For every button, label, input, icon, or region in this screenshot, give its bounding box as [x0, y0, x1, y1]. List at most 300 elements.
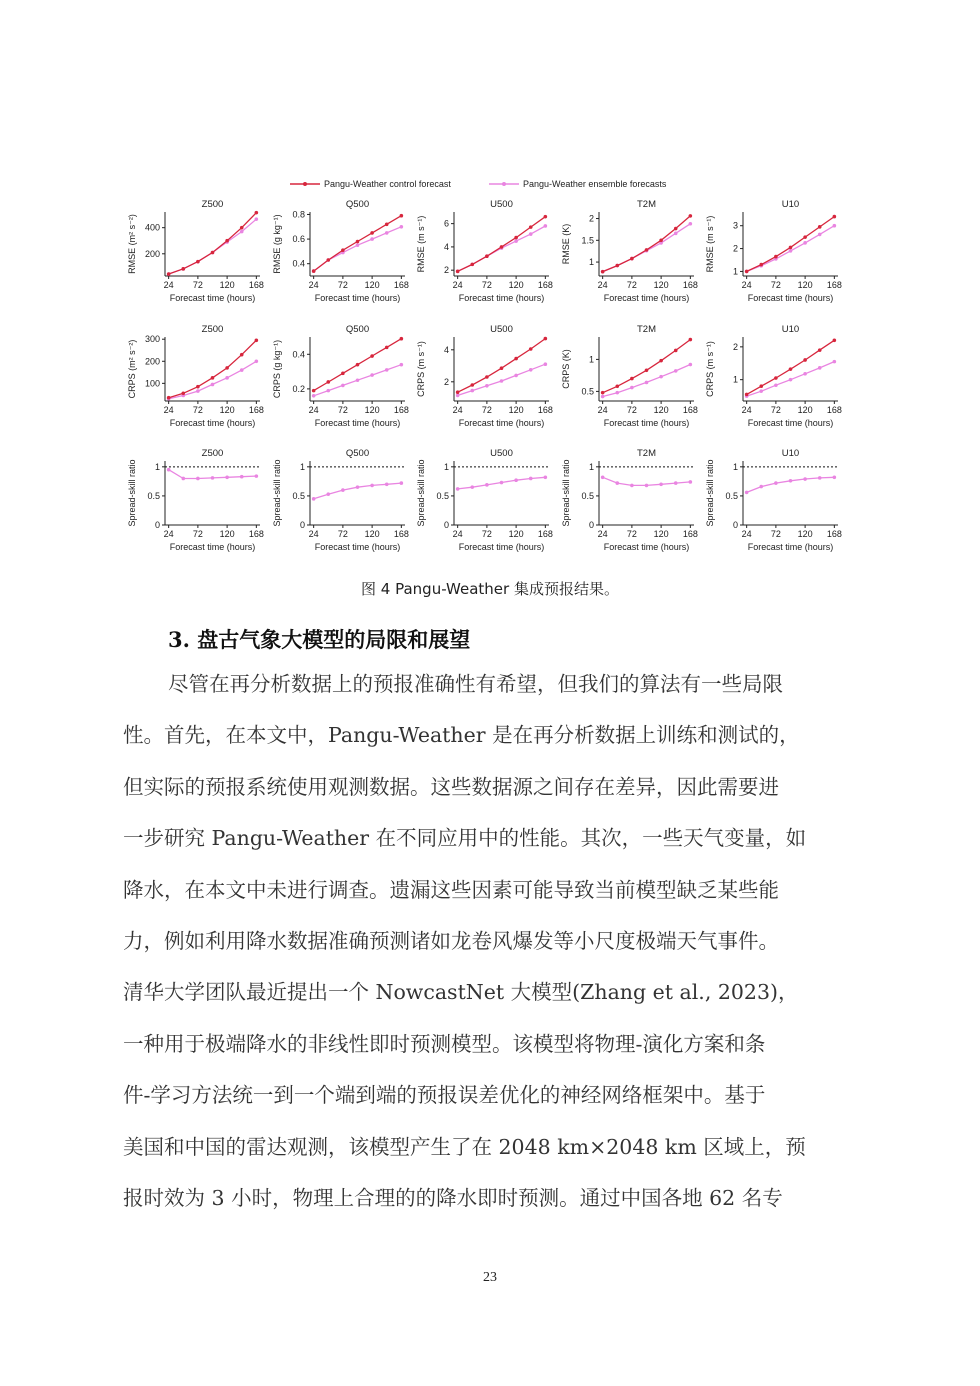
control-point [659, 359, 663, 363]
y-tick-label: 2 [588, 213, 594, 224]
control-point [312, 389, 316, 393]
y-tick-label: 100 [144, 378, 160, 389]
x-tick-label: 24 [163, 280, 174, 290]
y-axis-label: Spread-skill ratio [561, 459, 571, 527]
y-tick-label: 0.5 [292, 490, 305, 501]
x-tick-label: 24 [741, 405, 752, 415]
x-tick-label: 72 [337, 280, 348, 290]
control-point [485, 254, 489, 258]
page-number: 23 [483, 1270, 497, 1285]
control-series-line [747, 217, 835, 272]
control-point [659, 238, 663, 242]
ensemble-point [196, 477, 200, 481]
y-tick-label: 3 [732, 220, 738, 231]
ensemble-point [240, 475, 244, 479]
ensemble-point [341, 488, 345, 492]
control-point [615, 264, 619, 268]
ensemble-point [615, 391, 619, 395]
y-tick-label: 1 [732, 374, 738, 385]
x-tick-label: 120 [508, 405, 524, 415]
control-point [456, 390, 460, 394]
paragraph-line: 但实际的预报系统使用观测数据。这些数据源之间存在差异，因此需要进 [123, 774, 779, 799]
y-axis-label: RMSE (m s⁻¹) [416, 215, 426, 273]
x-tick-label: 168 [682, 405, 698, 415]
chart-crps-q500 [272, 324, 409, 428]
x-tick-label: 24 [308, 405, 319, 415]
x-tick-label: 72 [192, 529, 203, 539]
paragraph-line: 件-学习方法统一到一个端到端的预报误差优化的神经网络框架中。基于 [123, 1083, 766, 1108]
x-axis-label: Forecast time (hours) [747, 542, 834, 552]
x-tick-label: 120 [797, 280, 813, 290]
ensemble-point [341, 384, 345, 388]
x-tick-label: 120 [653, 529, 669, 539]
ensemble-point [312, 497, 316, 501]
x-tick-label: 120 [797, 405, 813, 415]
control-point [356, 363, 360, 367]
y-tick-label: 400 [144, 222, 160, 233]
ensemble-point [456, 394, 460, 398]
y-axis-label: Spread-skill ratio [272, 459, 282, 527]
x-axis-label: Forecast time (hours) [314, 293, 401, 303]
ensemble-point [385, 368, 389, 372]
x-tick-label: 120 [508, 529, 524, 539]
ensemble-point [370, 373, 374, 377]
control-point [759, 263, 763, 267]
x-tick-label: 24 [452, 529, 463, 539]
x-axis-label: Forecast time (hours) [169, 418, 256, 428]
chart-title: U500 [490, 324, 513, 335]
paragraph-line: 清华大学团队最近提出一个 NowcastNet 大模型(Zhang et al., 2023)， [123, 980, 799, 1005]
ensemble-point [529, 232, 533, 236]
legend-ensemble-label: Pangu-Weather ensemble forecasts [523, 179, 667, 189]
ensemble-point [833, 360, 837, 364]
ensemble-point [400, 363, 404, 367]
y-axis-label: RMSE (K) [561, 223, 571, 265]
control-point [255, 211, 259, 215]
control-point [514, 236, 518, 240]
x-tick-label: 168 [682, 280, 698, 290]
control-point [255, 339, 259, 343]
ensemble-point [240, 230, 244, 234]
x-axis-label: Forecast time (hours) [169, 293, 256, 303]
control-point [818, 348, 822, 352]
control-point [181, 391, 185, 395]
x-axis-label: Forecast time (hours) [169, 542, 256, 552]
ensemble-point [529, 368, 533, 372]
x-tick-label: 168 [826, 405, 842, 415]
x-tick-label: 120 [219, 529, 235, 539]
control-point [370, 231, 374, 235]
body-paragraph [123, 664, 863, 1229]
control-point [240, 226, 244, 230]
control-point [529, 225, 533, 229]
legend-control-marker [303, 182, 307, 186]
x-tick-label: 72 [481, 405, 492, 415]
chart-crps-u500 [416, 324, 553, 428]
y-tick-label: 1 [732, 266, 738, 277]
ensemble-point [659, 375, 663, 379]
ensemble-point [312, 394, 316, 398]
ensemble-point [818, 366, 822, 370]
ensemble-point [211, 383, 215, 387]
ensemble-point [544, 362, 548, 366]
x-tick-label: 120 [797, 529, 813, 539]
y-tick-label: 0 [732, 520, 738, 530]
x-axis-label: Forecast time (hours) [747, 293, 834, 303]
ensemble-point [689, 222, 693, 226]
ensemble-point [456, 487, 460, 491]
y-tick-label: 0.5 [581, 386, 594, 397]
control-point [774, 255, 778, 259]
control-point [689, 214, 693, 218]
control-point [544, 337, 548, 341]
y-tick-label: 0.8 [292, 209, 305, 220]
ensemble-point [356, 378, 360, 382]
ensemble-point [167, 468, 171, 472]
y-axis-label: RMSE (g kg⁻¹) [272, 214, 282, 274]
control-point [759, 384, 763, 388]
ensemble-point [818, 476, 822, 480]
ensemble-point [356, 485, 360, 489]
paragraph-line: 力，例如利用降水数据准确预测诸如龙卷风爆发等小尺度极端天气事件。 [123, 928, 779, 953]
x-axis-label: Forecast time (hours) [603, 418, 690, 428]
figure-legend [290, 179, 667, 189]
y-tick-label: 1 [588, 257, 594, 268]
chart-title: Z500 [201, 199, 224, 210]
y-axis-label: Spread-skill ratio [705, 459, 715, 527]
ensemble-point [225, 376, 229, 380]
control-point [400, 214, 404, 218]
x-axis-label: Forecast time (hours) [458, 542, 545, 552]
y-tick-label: 6 [443, 218, 449, 229]
x-tick-label: 72 [192, 280, 203, 290]
control-point [326, 258, 330, 262]
paragraph-line: 尽管在再分析数据上的预报准确性有希望，但我们的算法有一些局限 [168, 672, 783, 696]
control-point [745, 393, 749, 397]
x-tick-label: 24 [452, 280, 463, 290]
y-tick-label: 1.5 [581, 235, 594, 246]
paragraph-line: 一步研究 Pangu-Weather 在不同应用中的性能。其次，一些天气变量，如 [123, 826, 807, 851]
x-tick-label: 72 [337, 405, 348, 415]
control-series-line [169, 213, 257, 274]
ensemble-forecast-figure [0, 0, 980, 575]
ensemble-point [400, 225, 404, 229]
ensemble-series-line [603, 224, 691, 272]
x-tick-label: 120 [364, 529, 380, 539]
control-point [485, 375, 489, 379]
ensemble-point [255, 359, 259, 363]
x-tick-label: 24 [597, 529, 608, 539]
chart-title: T2M [637, 448, 656, 459]
ensemble-point [529, 477, 533, 481]
ensemble-point [803, 372, 807, 376]
ensemble-point [674, 232, 678, 236]
x-tick-label: 72 [626, 529, 637, 539]
y-tick-label: 0.2 [292, 383, 305, 394]
ensemble-point [833, 224, 837, 228]
chart-title: Q500 [345, 448, 370, 459]
chart-title: U10 [781, 199, 800, 210]
chart-title: Z500 [201, 324, 224, 335]
x-tick-label: 24 [597, 280, 608, 290]
x-tick-label: 120 [653, 405, 669, 415]
y-axis-label: Spread-skill ratio [127, 459, 137, 527]
y-tick-label: 300 [144, 334, 160, 345]
x-tick-label: 168 [537, 405, 553, 415]
control-point [689, 338, 693, 342]
ensemble-point [255, 217, 259, 221]
ensemble-point [544, 224, 548, 228]
paragraph-line: 报时效为 3 小时，物理上合理的的降水即时预测。通过中国各地 62 名专 [123, 1185, 783, 1210]
y-tick-label: 4 [443, 344, 449, 355]
x-axis-label: Forecast time (hours) [458, 293, 545, 303]
ensemble-point [225, 475, 229, 479]
y-tick-label: 2 [443, 265, 449, 276]
control-point [167, 272, 171, 276]
legend-control-label: Pangu-Weather control forecast [324, 179, 451, 189]
paragraph-line: 降水，在本文中未进行调查。遗漏这些因素可能导致当前模型缺乏某些能 [123, 877, 779, 902]
y-tick-label: 1 [299, 461, 305, 472]
ensemble-point [514, 478, 518, 482]
ensemble-point [400, 481, 404, 485]
ensemble-point [470, 389, 474, 393]
control-point [601, 391, 605, 395]
control-point [630, 377, 634, 381]
chart-title: T2M [637, 324, 656, 335]
y-tick-label: 0.5 [725, 490, 738, 501]
y-tick-label: 0 [154, 520, 160, 530]
control-point [470, 263, 474, 267]
control-point [674, 227, 678, 231]
control-point [211, 251, 215, 255]
control-point [385, 223, 389, 227]
x-tick-label: 24 [163, 405, 174, 415]
legend-ensemble-marker [502, 182, 506, 186]
ensemble-point [689, 480, 693, 484]
x-tick-label: 120 [364, 405, 380, 415]
y-tick-label: 200 [144, 248, 160, 259]
ensemble-point [370, 484, 374, 488]
ensemble-point [645, 381, 649, 385]
chart-ssr-t2m [561, 448, 698, 552]
control-point [312, 269, 316, 273]
y-tick-label: 2 [732, 243, 738, 254]
control-point [211, 376, 215, 380]
ensemble-point [789, 249, 793, 253]
x-axis-label: Forecast time (hours) [747, 418, 834, 428]
x-tick-label: 24 [163, 529, 174, 539]
control-point [803, 235, 807, 239]
x-tick-label: 168 [393, 280, 409, 290]
control-point [470, 383, 474, 387]
ensemble-point [485, 483, 489, 487]
x-tick-label: 72 [770, 280, 781, 290]
control-point [745, 270, 749, 274]
ensemble-point [803, 477, 807, 481]
y-tick-label: 0 [443, 520, 449, 530]
ensemble-point [485, 384, 489, 388]
control-point [833, 338, 837, 342]
y-tick-label: 4 [443, 241, 449, 252]
control-point [341, 372, 345, 376]
ensemble-point [818, 233, 822, 237]
control-point [181, 267, 185, 271]
chart-rmse-u10 [705, 199, 842, 303]
chart-crps-t2m [561, 324, 698, 428]
x-tick-label: 168 [826, 529, 842, 539]
x-tick-label: 168 [393, 405, 409, 415]
x-tick-label: 168 [393, 529, 409, 539]
ensemble-point [774, 383, 778, 387]
y-tick-label: 0.5 [147, 490, 160, 501]
ensemble-point [645, 484, 649, 488]
y-tick-label: 0.4 [292, 258, 305, 269]
x-tick-label: 72 [770, 529, 781, 539]
ensemble-point [759, 485, 763, 489]
paragraph-line: 性。首先，在本文中，Pangu-Weather 是在再分析数据上训练和测试的， [123, 723, 800, 748]
y-axis-label: CRPS (m s⁻¹) [416, 341, 426, 397]
control-point [645, 368, 649, 372]
control-point [615, 384, 619, 388]
chart-title: Q500 [345, 324, 370, 335]
x-tick-label: 120 [653, 280, 669, 290]
ensemble-point [211, 476, 215, 480]
control-point [370, 354, 374, 358]
control-point [803, 358, 807, 362]
ensemble-point [630, 484, 634, 488]
x-tick-label: 168 [248, 529, 264, 539]
y-tick-label: 1 [732, 461, 738, 472]
x-axis-label: Forecast time (hours) [314, 542, 401, 552]
ensemble-point [803, 241, 807, 245]
x-tick-label: 24 [308, 529, 319, 539]
ensemble-point [500, 379, 504, 383]
x-tick-label: 24 [452, 405, 463, 415]
x-tick-label: 168 [537, 529, 553, 539]
chart-ssr-u10 [705, 448, 842, 552]
ensemble-point [630, 386, 634, 390]
control-point [833, 215, 837, 219]
control-point [789, 246, 793, 250]
y-tick-label: 0.4 [292, 349, 305, 360]
control-point [326, 380, 330, 384]
y-axis-label: CRPS (m s⁻¹) [705, 341, 715, 397]
ensemble-point [745, 491, 749, 495]
ensemble-point [689, 363, 693, 367]
chart-rmse-t2m [561, 199, 698, 303]
x-tick-label: 168 [682, 529, 698, 539]
ensemble-point [255, 474, 259, 478]
chart-title: U500 [490, 199, 513, 210]
ensemble-point [181, 477, 185, 481]
ensemble-point [789, 479, 793, 483]
ensemble-point [674, 481, 678, 485]
paragraph-line: 一种用于极端降水的非线性即时预测模型。该模型将物理-演化方案和条 [123, 1031, 766, 1056]
control-series-line [603, 216, 691, 272]
ensemble-point [601, 475, 605, 479]
control-series-line [603, 340, 691, 393]
x-tick-label: 24 [597, 405, 608, 415]
chart-rmse-q500 [272, 199, 409, 303]
ensemble-point [659, 482, 663, 486]
control-point [500, 366, 504, 370]
chart-rmse-u500 [416, 199, 553, 303]
y-axis-label: Spread-skill ratio [416, 459, 426, 527]
y-axis-label: CRPS (g kg⁻¹) [272, 339, 282, 399]
control-point [674, 349, 678, 353]
y-tick-label: 1 [154, 461, 160, 472]
ensemble-point [326, 389, 330, 393]
y-tick-label: 1 [443, 461, 449, 472]
ensemble-point [674, 369, 678, 373]
control-point [645, 248, 649, 252]
ensemble-point [759, 389, 763, 393]
x-axis-label: Forecast time (hours) [603, 293, 690, 303]
figure-caption: 图 4 Pangu-Weather 集成预报结果。 [361, 580, 619, 598]
control-point [544, 215, 548, 219]
chart-crps-z500 [127, 324, 264, 428]
control-point [789, 367, 793, 371]
chart-rmse-z500 [127, 199, 264, 303]
control-point [225, 239, 229, 243]
section-heading: 3. 盘古气象大模型的局限和展望 [168, 627, 471, 652]
ensemble-point [196, 389, 200, 393]
x-tick-label: 72 [192, 405, 203, 415]
control-point [240, 353, 244, 357]
control-point [385, 346, 389, 350]
chart-title: U500 [490, 448, 513, 459]
control-point [774, 376, 778, 380]
control-point [514, 357, 518, 361]
x-tick-label: 24 [308, 280, 319, 290]
y-tick-label: 0.5 [581, 490, 594, 501]
y-axis-label: CRPS (K) [561, 349, 571, 389]
x-tick-label: 72 [481, 529, 492, 539]
ensemble-point [544, 475, 548, 479]
x-tick-label: 120 [364, 280, 380, 290]
ensemble-point [470, 485, 474, 489]
chart-ssr-q500 [272, 448, 409, 552]
ensemble-point [789, 378, 793, 382]
chart-crps-u10 [705, 324, 842, 428]
x-tick-label: 72 [626, 405, 637, 415]
x-tick-label: 168 [248, 280, 264, 290]
x-tick-label: 72 [481, 280, 492, 290]
control-point [601, 270, 605, 274]
x-axis-label: Forecast time (hours) [603, 542, 690, 552]
ensemble-point [370, 237, 374, 241]
ensemble-point [500, 481, 504, 485]
x-tick-label: 72 [337, 529, 348, 539]
control-point [196, 260, 200, 264]
ensemble-point [514, 374, 518, 378]
x-tick-label: 24 [741, 280, 752, 290]
control-point [529, 347, 533, 351]
ensemble-point [601, 395, 605, 399]
x-tick-label: 120 [219, 280, 235, 290]
control-point [356, 240, 360, 244]
x-axis-label: Forecast time (hours) [314, 418, 401, 428]
y-tick-label: 2 [443, 376, 449, 387]
y-axis-label: CRPS (m² s⁻²) [127, 339, 137, 399]
y-tick-label: 1 [588, 461, 594, 472]
chart-title: T2M [637, 199, 656, 210]
x-axis-label: Forecast time (hours) [458, 418, 545, 428]
ensemble-point [615, 481, 619, 485]
chart-title: Z500 [201, 448, 224, 459]
paragraph-line: 美国和中国的雷达观测，该模型产生了在 2048 km×2048 km 区域上，预 [123, 1134, 806, 1159]
y-tick-label: 2 [732, 341, 738, 352]
